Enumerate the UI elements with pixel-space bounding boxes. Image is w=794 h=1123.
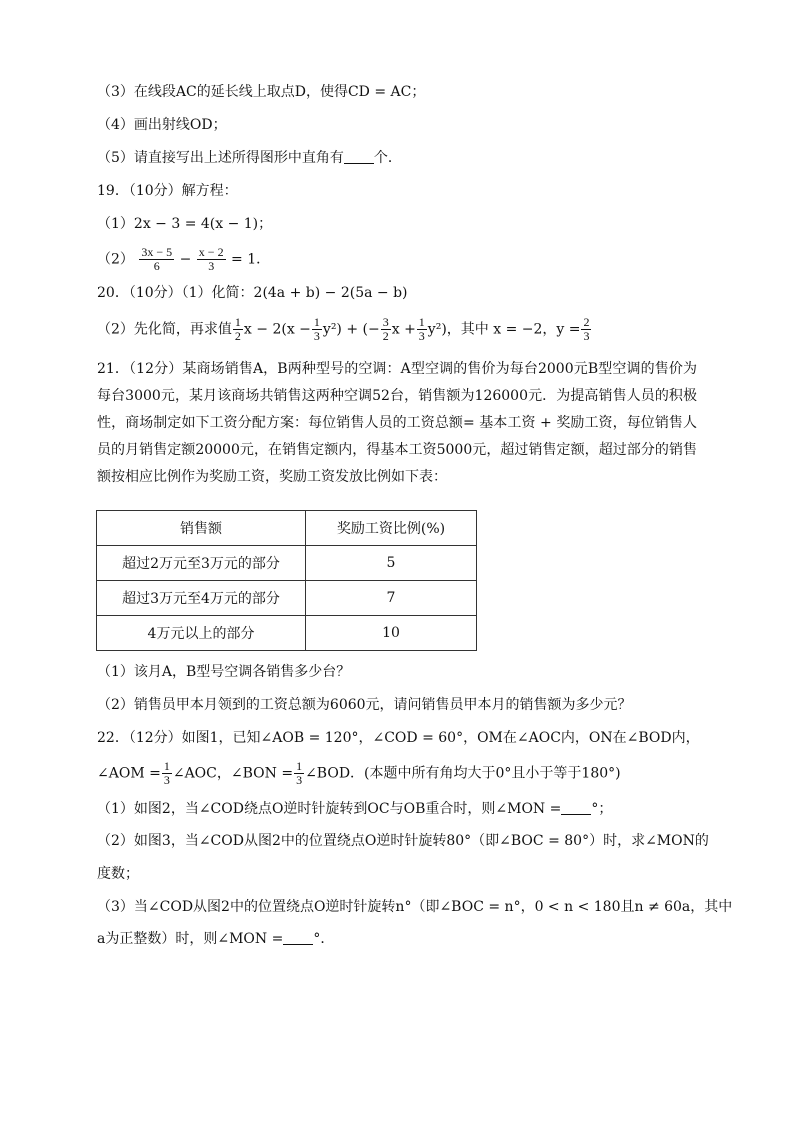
fraction bbox=[197, 246, 226, 273]
reward-ratio-table bbox=[96, 510, 477, 651]
fraction-denominator: 3 bbox=[208, 259, 215, 273]
q22-sub1-tail: °； bbox=[591, 801, 613, 817]
fraction-numerator: 3 bbox=[382, 315, 389, 329]
table-cell: 7 bbox=[306, 581, 477, 616]
table-row bbox=[97, 616, 477, 651]
expr-part: y²)，其中 x = −2，y = bbox=[427, 321, 581, 338]
q22-sub1 bbox=[97, 799, 612, 819]
minus-sign: − bbox=[179, 251, 192, 268]
fraction-numerator: 1 bbox=[234, 315, 241, 329]
fraction-numerator: 2 bbox=[583, 315, 590, 329]
expr-part: ∠BOD．(本题中所有角均大于0°且小于等于180°) bbox=[305, 765, 621, 782]
table-header-row bbox=[97, 511, 477, 546]
q22-sub3-line2 bbox=[97, 929, 334, 949]
fraction-denominator: 3 bbox=[163, 773, 170, 787]
q20-header: 20．（10分）（1）化简：2(4a + b) − 2(5a − b) bbox=[97, 285, 408, 301]
fraction-denominator: 2 bbox=[382, 329, 389, 343]
q22-sub1-text: （1）如图2，当∠COD绕点O逆时针旋转到OC与OB重合时，则∠MON = bbox=[97, 801, 562, 817]
q18-item4: （4）画出射线OD； bbox=[97, 117, 227, 133]
answer-blank bbox=[283, 930, 313, 945]
fraction bbox=[294, 760, 304, 787]
fraction-numerator: 1 bbox=[313, 315, 320, 329]
expr-part: y²) + (− bbox=[322, 321, 380, 338]
q21-sub2: （2）销售员甲本月领到的工资总额为6060元，请问销售员甲本月的销售额为多少元？ bbox=[97, 697, 632, 713]
fraction-denominator: 6 bbox=[153, 259, 160, 273]
q22-line1: 22．（12分）如图1，已知∠AOB = 120°，∠COD = 60°，OM在∠AOC内，ON在∠BOD内， bbox=[97, 730, 700, 746]
fraction-numerator: x − 2 bbox=[198, 245, 224, 259]
q18-item5 bbox=[97, 148, 402, 168]
expr-part: ∠AOC，∠BON = bbox=[172, 765, 294, 782]
fraction bbox=[581, 316, 591, 343]
expr-part: x − 2(x − bbox=[243, 321, 311, 338]
q22-sub2-line2: 度数； bbox=[97, 866, 139, 882]
q21-paragraph: 21．（12分）某商场销售A，B两种型号的空调：A型空调的售价为每台2000元B型空调的售价为每台3000元，某月该商场共销售这两种空调52台，销售额为126000元．为提高销售人员的积极性，商场制定如下工资分配方案：每位销售人员的工资总额= 基本工资 + 奖励工资，每位销售人员的月销售定额20000元，在销售定额内，得基本工资5000元，超过销售定额，超过部分的销售额按相应比例作为奖励工资，奖励工资发放比例如下表： bbox=[97, 361, 697, 485]
table-header-cell: 奖励工资比例(%) bbox=[306, 511, 477, 546]
q19-header: 19．（10分）解方程： bbox=[97, 183, 238, 199]
table-row bbox=[97, 581, 477, 616]
fraction bbox=[312, 316, 322, 343]
q19-eq2-label: （2） bbox=[97, 251, 134, 268]
expr-part: x + bbox=[391, 321, 416, 338]
fraction-denominator: 2 bbox=[234, 329, 241, 343]
fraction bbox=[162, 760, 172, 787]
q19-eq1: （1）2x − 3 = 4(x − 1)； bbox=[97, 216, 273, 232]
fraction-denominator: 3 bbox=[296, 773, 303, 787]
table-cell: 4万元以上的部分 bbox=[97, 616, 306, 651]
q22-sub3-line1: （3）当∠COD从图2中的位置绕点O逆时针旋转n°（即∠BOC = n°，0 < n < 180且n ≠ 60a，其中 bbox=[97, 899, 733, 915]
fraction-denominator: 3 bbox=[418, 329, 425, 343]
q18-item5-text: （5）请直接写出上述所得图形中直角有 bbox=[97, 150, 344, 166]
fraction bbox=[233, 316, 243, 343]
fraction-denominator: 3 bbox=[583, 329, 590, 343]
q22-line2 bbox=[97, 760, 621, 787]
q18-item3: （3）在线段AC的延长线上取点D，使得CD = AC； bbox=[97, 84, 426, 100]
q22-sub3-tail: °． bbox=[313, 931, 335, 947]
q20-part2-intro: （2）先化简，再求值 bbox=[97, 321, 232, 338]
fraction bbox=[139, 246, 174, 273]
fraction bbox=[381, 316, 391, 343]
fraction bbox=[417, 316, 427, 343]
q22-sub2-line1: （2）如图3，当∠COD从图2中的位置绕点O逆时针旋转80°（即∠BOC = 80°）时，求∠MON的 bbox=[97, 833, 709, 849]
fraction-numerator: 1 bbox=[418, 315, 425, 329]
q19-eq2-tail: = 1． bbox=[231, 251, 271, 268]
table-cell: 5 bbox=[306, 546, 477, 581]
fraction-denominator: 3 bbox=[313, 329, 320, 343]
answer-blank bbox=[344, 149, 374, 164]
q21-sub1: （1）该月A，B型号空调各销售多少台？ bbox=[97, 664, 351, 680]
table-row bbox=[97, 546, 477, 581]
answer-blank bbox=[561, 800, 591, 815]
fraction-numerator: 1 bbox=[163, 759, 170, 773]
q18-item5-tail: 个． bbox=[373, 150, 402, 166]
table-cell: 10 bbox=[306, 616, 477, 651]
q22-sub3-text: a为正整数）时，则∠MON = bbox=[97, 931, 284, 947]
table-cell: 超过3万元至4万元的部分 bbox=[97, 581, 306, 616]
expr-part: ∠AOM = bbox=[97, 765, 161, 782]
q20-part2 bbox=[97, 316, 592, 343]
q19-eq2 bbox=[97, 246, 270, 273]
fraction-numerator: 3x − 5 bbox=[141, 245, 173, 259]
fraction-numerator: 1 bbox=[296, 759, 303, 773]
table-cell: 超过2万元至3万元的部分 bbox=[97, 546, 306, 581]
table-header-cell: 销售额 bbox=[97, 511, 306, 546]
